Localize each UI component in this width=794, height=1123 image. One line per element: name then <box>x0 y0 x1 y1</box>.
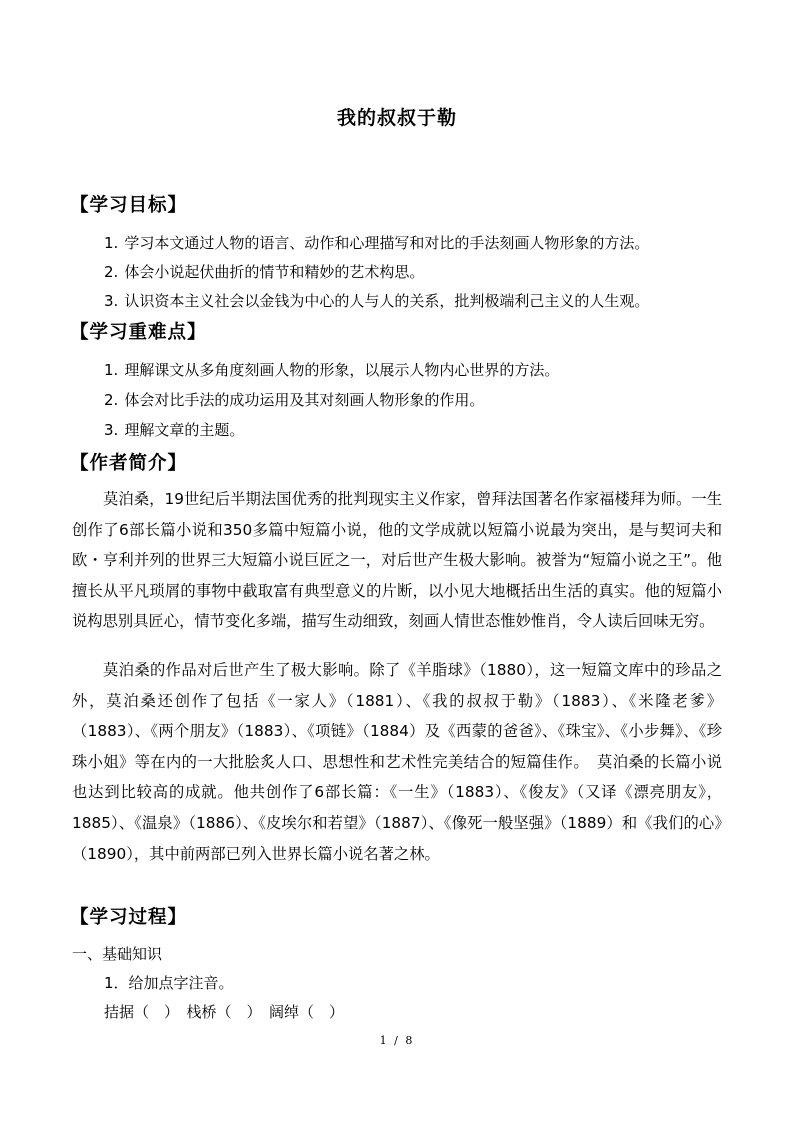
question-prompt: 1．给加点字注音。 <box>104 974 234 992</box>
section-heading-key-points: 【学习重难点】 <box>70 322 207 343</box>
list-number: 2. <box>104 391 119 409</box>
list-text: 学习本文通过人物的语言、动作和心理描写和对比的手法刻画人物形象的方法。 <box>124 234 650 252</box>
list-text: 理解课文从多角度刻画人物的形象，以展示人物内心世界的方法。 <box>124 361 560 379</box>
list-number: 3. <box>104 292 119 310</box>
list-number: 2. <box>104 263 119 281</box>
phonetic-exercise: 拮据（ ） 栈桥（ ） 阔绰（ ） <box>104 1003 345 1021</box>
part-heading-basics: 一、基础知识 <box>72 945 163 963</box>
objective-item <box>104 232 649 253</box>
list-text: 理解文章的主题。 <box>124 421 245 439</box>
key-point-item <box>104 389 484 410</box>
section-heading-objectives: 【学习目标】 <box>70 195 188 216</box>
author-paragraph-1: 莫泊桑，19世纪后半期法国优秀的批判现实主义作家，曾拜法国著名作家福楼拜为师。一生创作了6部长篇小说和350多篇中短篇小说，他的文学成就以短篇小说最为突出，是与契诃夫和欧・亨利并列的世界三大短篇小说巨匠之一，对后世产生极大影响。被誉为“短篇小说之王”。他擅长从平凡琐屑的事物中截取富有典型意义的片断，以小见大地概括出生活的真实。他的短篇小说构思别具匠心，情节变化多端，描写生动细致，刻画人情世态惟妙惟肖，令人读后回味无穷。 <box>72 490 722 631</box>
list-text: 认识资本主义社会以金钱为中心的人与人的关系，批判极端利己主义的人生观。 <box>124 292 650 310</box>
list-number: 3. <box>104 421 119 439</box>
list-text: 体会对比手法的成功运用及其对刻画人物形象的作用。 <box>124 391 485 409</box>
list-number: 1. <box>104 361 119 379</box>
objective-item <box>104 290 649 311</box>
list-number: 1. <box>104 234 119 252</box>
document-title: 我的叔叔于勒 <box>336 107 457 129</box>
key-point-item <box>104 359 559 380</box>
list-text: 体会小说起伏曲折的情节和精妙的艺术构思。 <box>124 263 425 281</box>
objective-item <box>104 261 424 282</box>
page-number: 1 / 8 <box>379 1034 415 1047</box>
section-heading-author: 【作者简介】 <box>70 453 188 474</box>
section-heading-process: 【学习过程】 <box>70 907 188 928</box>
author-paragraph-2: 莫泊桑的作品对后世产生了极大影响。除了《羊脂球》（1880），这一短篇文库中的珍品之外，莫泊桑还创作了包括《一家人》（1881）、《我的叔叔于勒》（1883）、《米隆老爹》（1883）、《两个朋友》（1883）、《项链》（1884）及《西蒙的爸爸》、《珠宝》、《小步舞》、《珍珠小姐》等在内的一大批脍炙人口、思想性和艺术性完美结合的短篇佳作。 莫泊桑的长篇小说也达到比较高的成就。他共创作了6部长篇：《一生》（1883）、《俊友》（又译《漂亮朋友》，1885）、《温泉》（1886）、《皮埃尔和若望》（1887）、《像死一般坚强》（1889）和《我们的心》（1890），其中前两部已列入世界长篇小说名著之林。 <box>72 661 722 863</box>
key-point-item <box>104 419 244 440</box>
